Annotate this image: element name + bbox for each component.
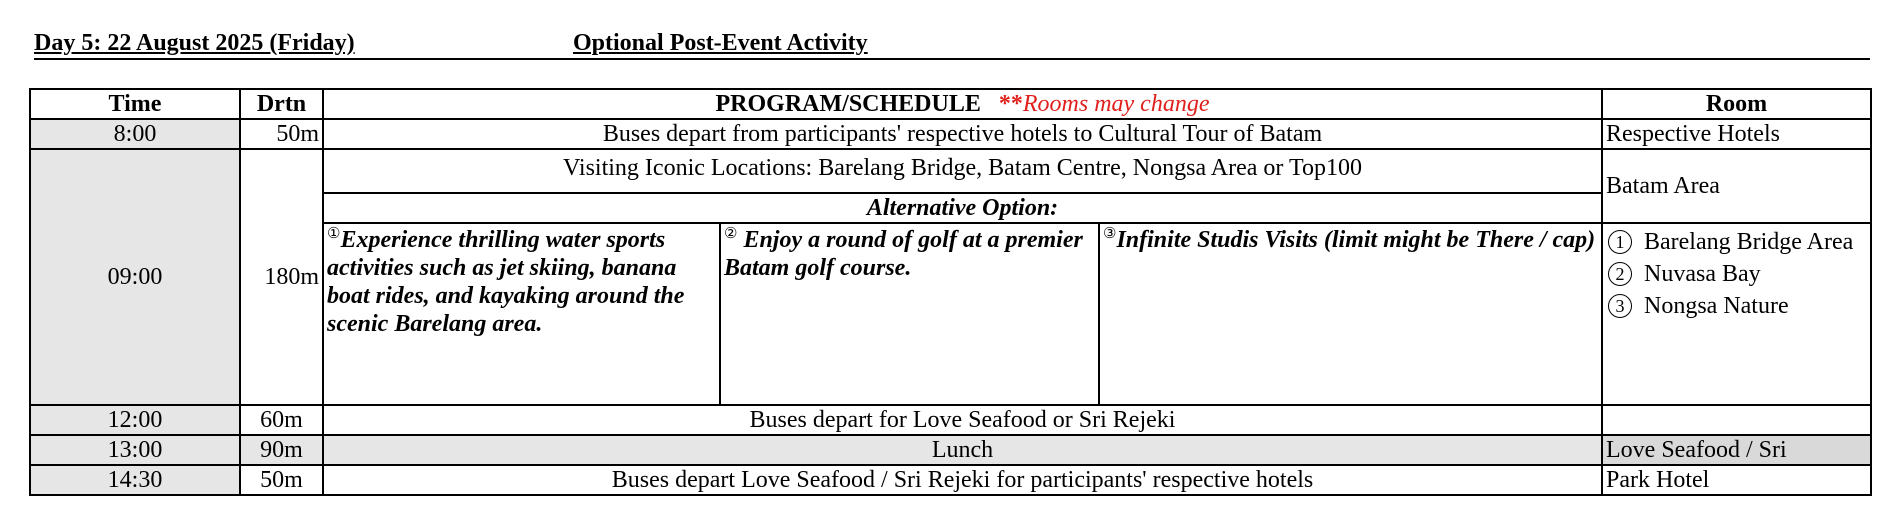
- option-1-marker: ①: [327, 226, 341, 242]
- activity-title: Optional Post-Event Activity: [573, 30, 868, 56]
- number-2-icon: 2: [1608, 262, 1632, 286]
- header-room: Room: [1602, 89, 1871, 119]
- schedule-table: [29, 88, 1872, 496]
- header-program-label: PROGRAM/SCHEDULE: [715, 91, 981, 117]
- option-room-1: [1606, 226, 1867, 258]
- table-row: [30, 435, 1871, 465]
- header-star: **: [998, 91, 1023, 117]
- time-cell: 09:00: [30, 149, 240, 405]
- room-cell: Love Seafood / Sri: [1602, 435, 1871, 465]
- option-1: [323, 223, 720, 405]
- option-3: [1099, 223, 1602, 405]
- table-row: [30, 405, 1871, 435]
- option-1-text: Experience thrilling water sports activities such as jet skiing, banana boat rides, and kayaking around the scenic Barelang area.: [327, 227, 685, 337]
- alternative-title: Alternative Option:: [323, 193, 1602, 223]
- option-room-label: Nuvasa Bay: [1644, 261, 1761, 287]
- option-2-marker: ②: [724, 226, 738, 242]
- header-time: Time: [30, 89, 240, 119]
- option-room-2: [1606, 258, 1867, 290]
- program-cell: Buses depart Love Seafood / Sri Rejeki for participants' respective hotels: [323, 465, 1602, 495]
- option-3-marker: ③: [1103, 226, 1117, 242]
- program-cell: Visiting Iconic Locations: Barelang Bridge, Batam Centre, Nongsa Area or Top100: [323, 149, 1602, 193]
- number-1-icon: 1: [1608, 230, 1632, 254]
- header-duration: Drtn: [240, 89, 323, 119]
- time-cell: 8:00: [30, 119, 240, 149]
- duration-cell: 90m: [240, 435, 323, 465]
- option-room-3: [1606, 290, 1867, 322]
- time-cell: 13:00: [30, 435, 240, 465]
- table-row: [30, 465, 1871, 495]
- duration-cell: 180m: [240, 149, 323, 405]
- time-cell: 14:30: [30, 465, 240, 495]
- option-room-label: Barelang Bridge Area: [1644, 229, 1854, 255]
- room-cell: [1602, 405, 1871, 435]
- duration-cell: 50m: [240, 465, 323, 495]
- option-room-label: Nongsa Nature: [1644, 293, 1789, 319]
- option-2-text: Enjoy a round of golf at a premier Batam golf course.: [724, 227, 1083, 281]
- option-rooms: [1602, 223, 1871, 405]
- program-cell: Lunch: [323, 435, 1602, 465]
- option-2: [720, 223, 1099, 405]
- duration-cell: 60m: [240, 405, 323, 435]
- table-row: [30, 119, 1871, 149]
- day-title: Day 5: 22 August 2025 (Friday): [34, 30, 355, 56]
- room-cell: Respective Hotels: [1602, 119, 1871, 149]
- header-note: Rooms may change: [1022, 91, 1210, 117]
- program-cell: Buses depart for Love Seafood or Sri Rejeki: [323, 405, 1602, 435]
- header-row: [30, 89, 1871, 119]
- room-cell: Park Hotel: [1602, 465, 1871, 495]
- program-cell: Buses depart from participants' respective hotels to Cultural Tour of Batam: [323, 119, 1602, 149]
- number-3-icon: 3: [1608, 294, 1632, 318]
- header-program: [323, 89, 1602, 119]
- table-row: [30, 149, 1871, 193]
- duration-cell: 50m: [240, 119, 323, 149]
- time-cell: 12:00: [30, 405, 240, 435]
- day-heading: [34, 30, 1870, 60]
- option-3-text: Infinite Studis Visits (limit might be There / cap): [1116, 227, 1596, 253]
- room-cell: Batam Area: [1602, 149, 1871, 223]
